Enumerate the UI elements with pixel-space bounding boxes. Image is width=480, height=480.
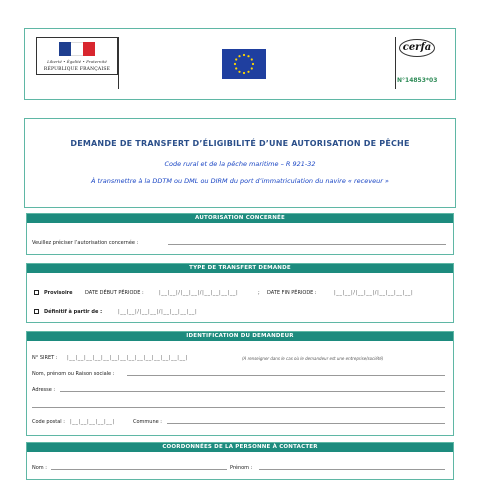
section-heading: IDENTIFICATION DU DEMANDEUR — [27, 332, 453, 341]
code-postal-label: Code postal : — [32, 419, 65, 425]
date-debut-label: DATE DÉBUT PÉRIODE : — [85, 290, 144, 296]
french-flag-icon — [59, 42, 95, 56]
transmit-instruction: À transmettre à la DDTM ou DML ou DIRM du port d’immatriculation du navire « receveur » — [91, 177, 389, 185]
siret-note: (A renseigner dans le cas où le demandeur est une entreprise/société) — [242, 356, 384, 361]
nom-raison-field[interactable] — [127, 375, 445, 376]
siret-label: N° SIRET : — [32, 355, 58, 361]
definitif-date-field[interactable]: |__|__|/|__|__|/|__|__|__|__| — [118, 309, 198, 315]
siret-field[interactable]: |__|__|__|__|__|__|__|__|__|__|__|__|__|__| — [67, 355, 189, 361]
contact-nom-label: Nom : — [32, 465, 47, 471]
date-debut-field[interactable]: |__|__|/|__|__|/|__|__|__|__| — [159, 290, 239, 296]
adresse-field[interactable] — [60, 391, 445, 392]
title-box — [24, 118, 456, 208]
eu-star-icon — [252, 63, 254, 65]
eu-star-icon — [243, 72, 245, 74]
autorisation-field[interactable] — [168, 244, 446, 245]
section-coordonnees — [26, 442, 454, 480]
commune-label: Commune : — [133, 419, 162, 425]
eu-star-icon — [251, 58, 253, 60]
eu-star-icon — [243, 54, 245, 56]
eu-star-icon — [247, 55, 249, 57]
eu-star-icon — [234, 63, 236, 65]
section-identification — [26, 331, 454, 436]
legal-reference: Code rural et de la pêche maritime – R 921-32 — [164, 160, 316, 168]
section-autorisation — [26, 213, 454, 255]
provisoire-label: Provisoire — [44, 290, 73, 296]
date-fin-field[interactable]: |__|__|/|__|__|/|__|__|__|__| — [334, 290, 414, 296]
autorisation-label: Veuillez préciser l’autorisation concernée : — [32, 240, 139, 246]
definitif-label: Définitif à partir de : — [44, 309, 103, 315]
marianne-logo — [36, 37, 118, 75]
header-divider — [395, 37, 396, 89]
section-heading: AUTORISATION CONCERNÉE — [27, 214, 453, 223]
eu-flag-icon — [222, 49, 266, 79]
form-header — [24, 28, 456, 100]
nom-raison-label: Nom, prénom ou Raison sociale : — [32, 371, 115, 377]
form-title: DEMANDE DE TRANSFERT D’ÉLIGIBILITÉ D’UNE AUTORISATION DE PÊCHE — [70, 139, 410, 148]
eu-star-icon — [247, 71, 249, 73]
contact-nom-field[interactable] — [51, 469, 227, 470]
section-heading: TYPE DE TRANSFERT DEMANDE — [27, 264, 453, 273]
contact-prenom-label: Prénom : — [230, 465, 253, 471]
eu-star-icon — [238, 71, 240, 73]
section-type-transfert: TYPE DE TRANSFERT DEMANDE Provisoire DATE DÉBUT PÉRIODE : |__|__|/|__|__|/|__|__|__|__| ; DATE FIN PÉRIODE : |__|__|/|__|__|/|__|__|__|__| Définitif à partir de : |__|__|/|__|__|/|__|__|__|__| — [26, 263, 454, 323]
eu-star-icon — [251, 67, 253, 69]
provisoire-checkbox[interactable] — [34, 290, 39, 295]
code-postal-field[interactable]: |__|__|__|__|__| — [70, 419, 115, 425]
republic-motto: Liberté • Égalité • Fraternité — [47, 59, 107, 64]
adresse-label: Adresse : — [32, 387, 56, 393]
contact-prenom-field[interactable] — [259, 469, 445, 470]
eu-star-icon — [235, 58, 237, 60]
header-divider — [118, 37, 119, 89]
definitif-checkbox[interactable] — [34, 309, 39, 314]
commune-field[interactable] — [167, 423, 445, 424]
adresse-field-line2[interactable] — [32, 407, 445, 408]
eu-star-icon — [235, 67, 237, 69]
cerfa-logo: cerfa — [399, 39, 435, 57]
date-fin-label: DATE FIN PÉRIODE : — [267, 290, 317, 296]
eu-star-icon — [238, 55, 240, 57]
cerfa-number: N°14853*03 — [397, 77, 438, 84]
republic-name: RÉPUBLIQUE FRANÇAISE — [43, 67, 111, 72]
section-heading: COORDONNÉES DE LA PERSONNE À CONTACTER — [27, 443, 453, 452]
